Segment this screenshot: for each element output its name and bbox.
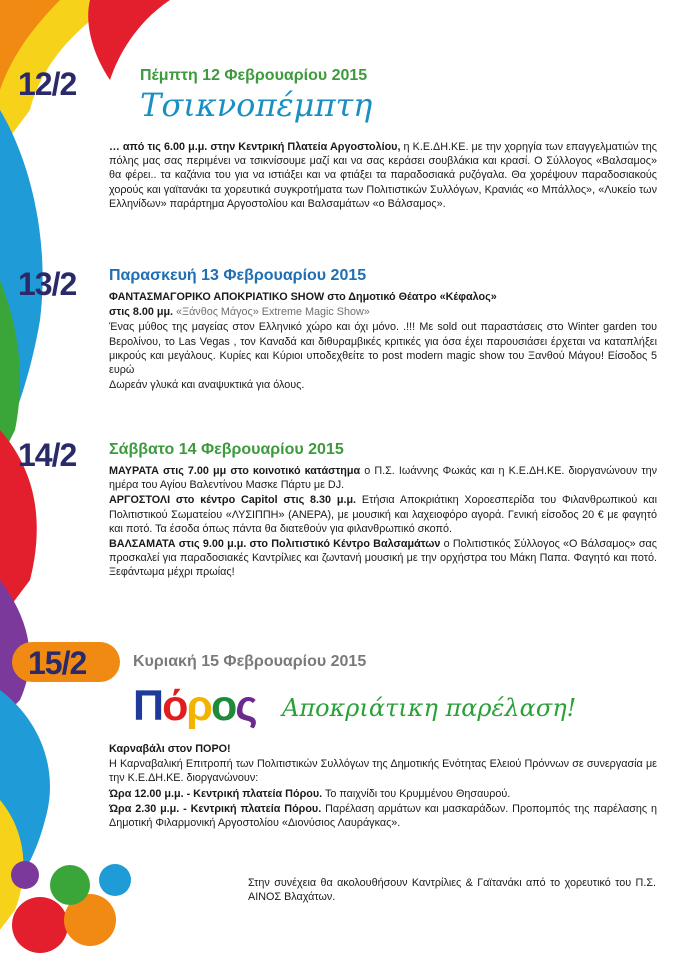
s13-show-title: ΦΑΝΤΑΣΜΑΓΟΡΙΚΟ ΑΠΟΚΡΙΑΤΙΚΟ SHOW στο Δημοτικό Θέατρο «Κέφαλος» (109, 291, 497, 303)
s15-heading: Καρναβάλι στον ΠΟΡΟ! (109, 743, 231, 755)
section-15-end (248, 876, 656, 905)
s14-valsamata: ΒΑΛΣΑΜΑΤΑ στις 9.00 μ.μ. στο Πολιτιστικό Κέντρο Βαλσαμάτων (109, 538, 441, 551)
section-15-body (109, 742, 657, 831)
s15-intro: Η Καρναβαλική Επιτροπή των Πολιτιστικών Συλλόγων της Δημοτικής Ενότητας Ελειού Πρόννων σε συνεργασία με την Κ.Ε.ΔΗ.ΚΕ. διοργανώνουν: (109, 758, 657, 785)
s15-time2-text: Παρέλαση αρμάτων και μασκαράδων. Προπομπός της παρέλασης η Δημοτική Φιλαρμονική Αργοστολίου «Διονύσιος Λαυράγκας». (109, 802, 657, 830)
s15-end-text: Στην συνέχεια θα ακολουθήσουν Καντρίλιες & Γαϊτανάκι από το χορευτικό του Π.Σ. ΑΙΝΟΣ Βλαχάτων. (248, 877, 656, 904)
poros-logo: Πόρος (133, 682, 256, 730)
parade-script: Αποκριάτικη παρέλαση! (282, 694, 577, 722)
date-13-2: 13/2 (18, 266, 77, 302)
s14-argostoli: ΑΡΓΟΣΤΟΛΙ στο κέντρο Capitol στις 8.30 μ.μ. (109, 494, 357, 507)
tsiknopempti-script: Τσικνοπέμπτη (140, 86, 373, 124)
s15-time1: Ώρα 12.00 μ.μ. - Κεντρική πλατεία Πόρου. (109, 787, 323, 800)
day-title-15: Κυριακή 15 Φεβρουαρίου 2015 (133, 653, 367, 670)
day-title-13: Παρασκευή 13 Φεβρουαρίου 2015 (109, 267, 367, 284)
date-12-2: 12/2 (18, 66, 77, 102)
s13-text: Ένας μύθος της μαγείας στον Ελληνικό χώρο και όχι μόνο. .!!! Με sold out παραστάσεις στο Winter garden του Βερολίνου, το Las Vegas , τον Καναδά και διθυραμβικές κριτικές για όσα έχει παρουσιάσει έρχεται να καταπλήξει μικρούς και μεγάλους. Κυρίες και Κύριοι υποδεχθείτε το post modern magic show του Ξανθού Μάγου! Είσοδος 5 ευρώ (109, 321, 657, 377)
s15-time1-text: Το παιχνίδι του Κρυμμένου Θησαυρού. (322, 787, 511, 800)
section-13-body (109, 290, 657, 393)
day-title-14: Σάββατο 14 Φεβρουαρίου 2015 (109, 441, 344, 458)
day-title-12: Πέμπτη 12 Φεβρουαρίου 2015 (140, 67, 368, 84)
s14-mavrata: ΜΑΥΡΑΤΑ στις 7.00 μμ στο κοινοτικό κατάστημα (109, 465, 361, 477)
date-14-2: 14/2 (18, 437, 77, 473)
s12-text: η Κ.Ε.ΔΗ.ΚΕ. με την χορηγία των επαγγελματιών της πόλης μας σας περιμένει να τσικνίσουμε μαζί και να σας κεράσει σουβλάκια και κρασί. Ο Σύλλογος «Βαλσαμος» θα φέρει.. τα καζάνια του για να ιστιάξει και να φτιάξει τα παραδοσιακά ρυζόγαλα. Θα χορέψουν παραδοσιακούς χορούς και γαϊτανάκι τα χορευτικά συγκροτήματα των Πολιτιστικών Συλλόγων, Κρανιάς «ο Μπάλλος», «Λυκείο των Ελληνίδων» παράρτημα Αργοστολίου και Βαλσαμάτων «ο Βάλσαμος». (109, 141, 657, 210)
date-15-2: 15/2 (28, 645, 87, 681)
s13-free: Δωρεάν γλυκά και αναψυκτικά για όλους. (109, 379, 305, 392)
s12-lead: … από τις 6.00 μ.μ. στην Κεντρική Πλατεία Αργοστολίου, (109, 141, 401, 153)
s14-argostoli-text: Ετήσια Αποκριάτικη Χοροεσπερίδα του Φιλανθρωπικού και Πολιτιστικού Σωματείου «ΛΥΣΙΠΠΗ» (ΑΝΕΡΑ), με μουσική και λαχειοφόρο αγορά. Γενική είσοδος 20 € με φαγητό και ποτό. Τα έσοδα όπως πάντα θα διατεθούν για φιλανθρωπικό σκοπό. (109, 494, 657, 535)
s14-valsamata-text: ο Πολιτιστικός Σύλλογος «Ο Βάλσαμος» σας προσκαλεί για παραδοσιακές Καντρίλιες και ζωντανή μουσική με την ορχήστρα του Μάκη Παπα. Φαγητό και ποτό. Ξεφάντωμα μέχρι πρωίας! (109, 538, 657, 579)
s13-time: στις 8.00 μμ. (109, 306, 174, 319)
s14-mavrata-text: ο Π.Σ. Ιωάννης Φωκάς και η Κ.Ε.ΔΗ.ΚΕ. διοργανώνουν την ημέρα του Αγίου Βαλεντίνου Μασκε Πάρτυ με DJ. (109, 465, 658, 492)
section-12-body (109, 140, 657, 212)
s13-show-name: «Ξάνθος Μάγος» Extreme Magic Show» (173, 306, 370, 319)
section-14-body (109, 464, 657, 581)
s15-time2: Ώρα 2.30 μ.μ. - Κεντρική πλατεία Πόρου. (109, 802, 322, 815)
